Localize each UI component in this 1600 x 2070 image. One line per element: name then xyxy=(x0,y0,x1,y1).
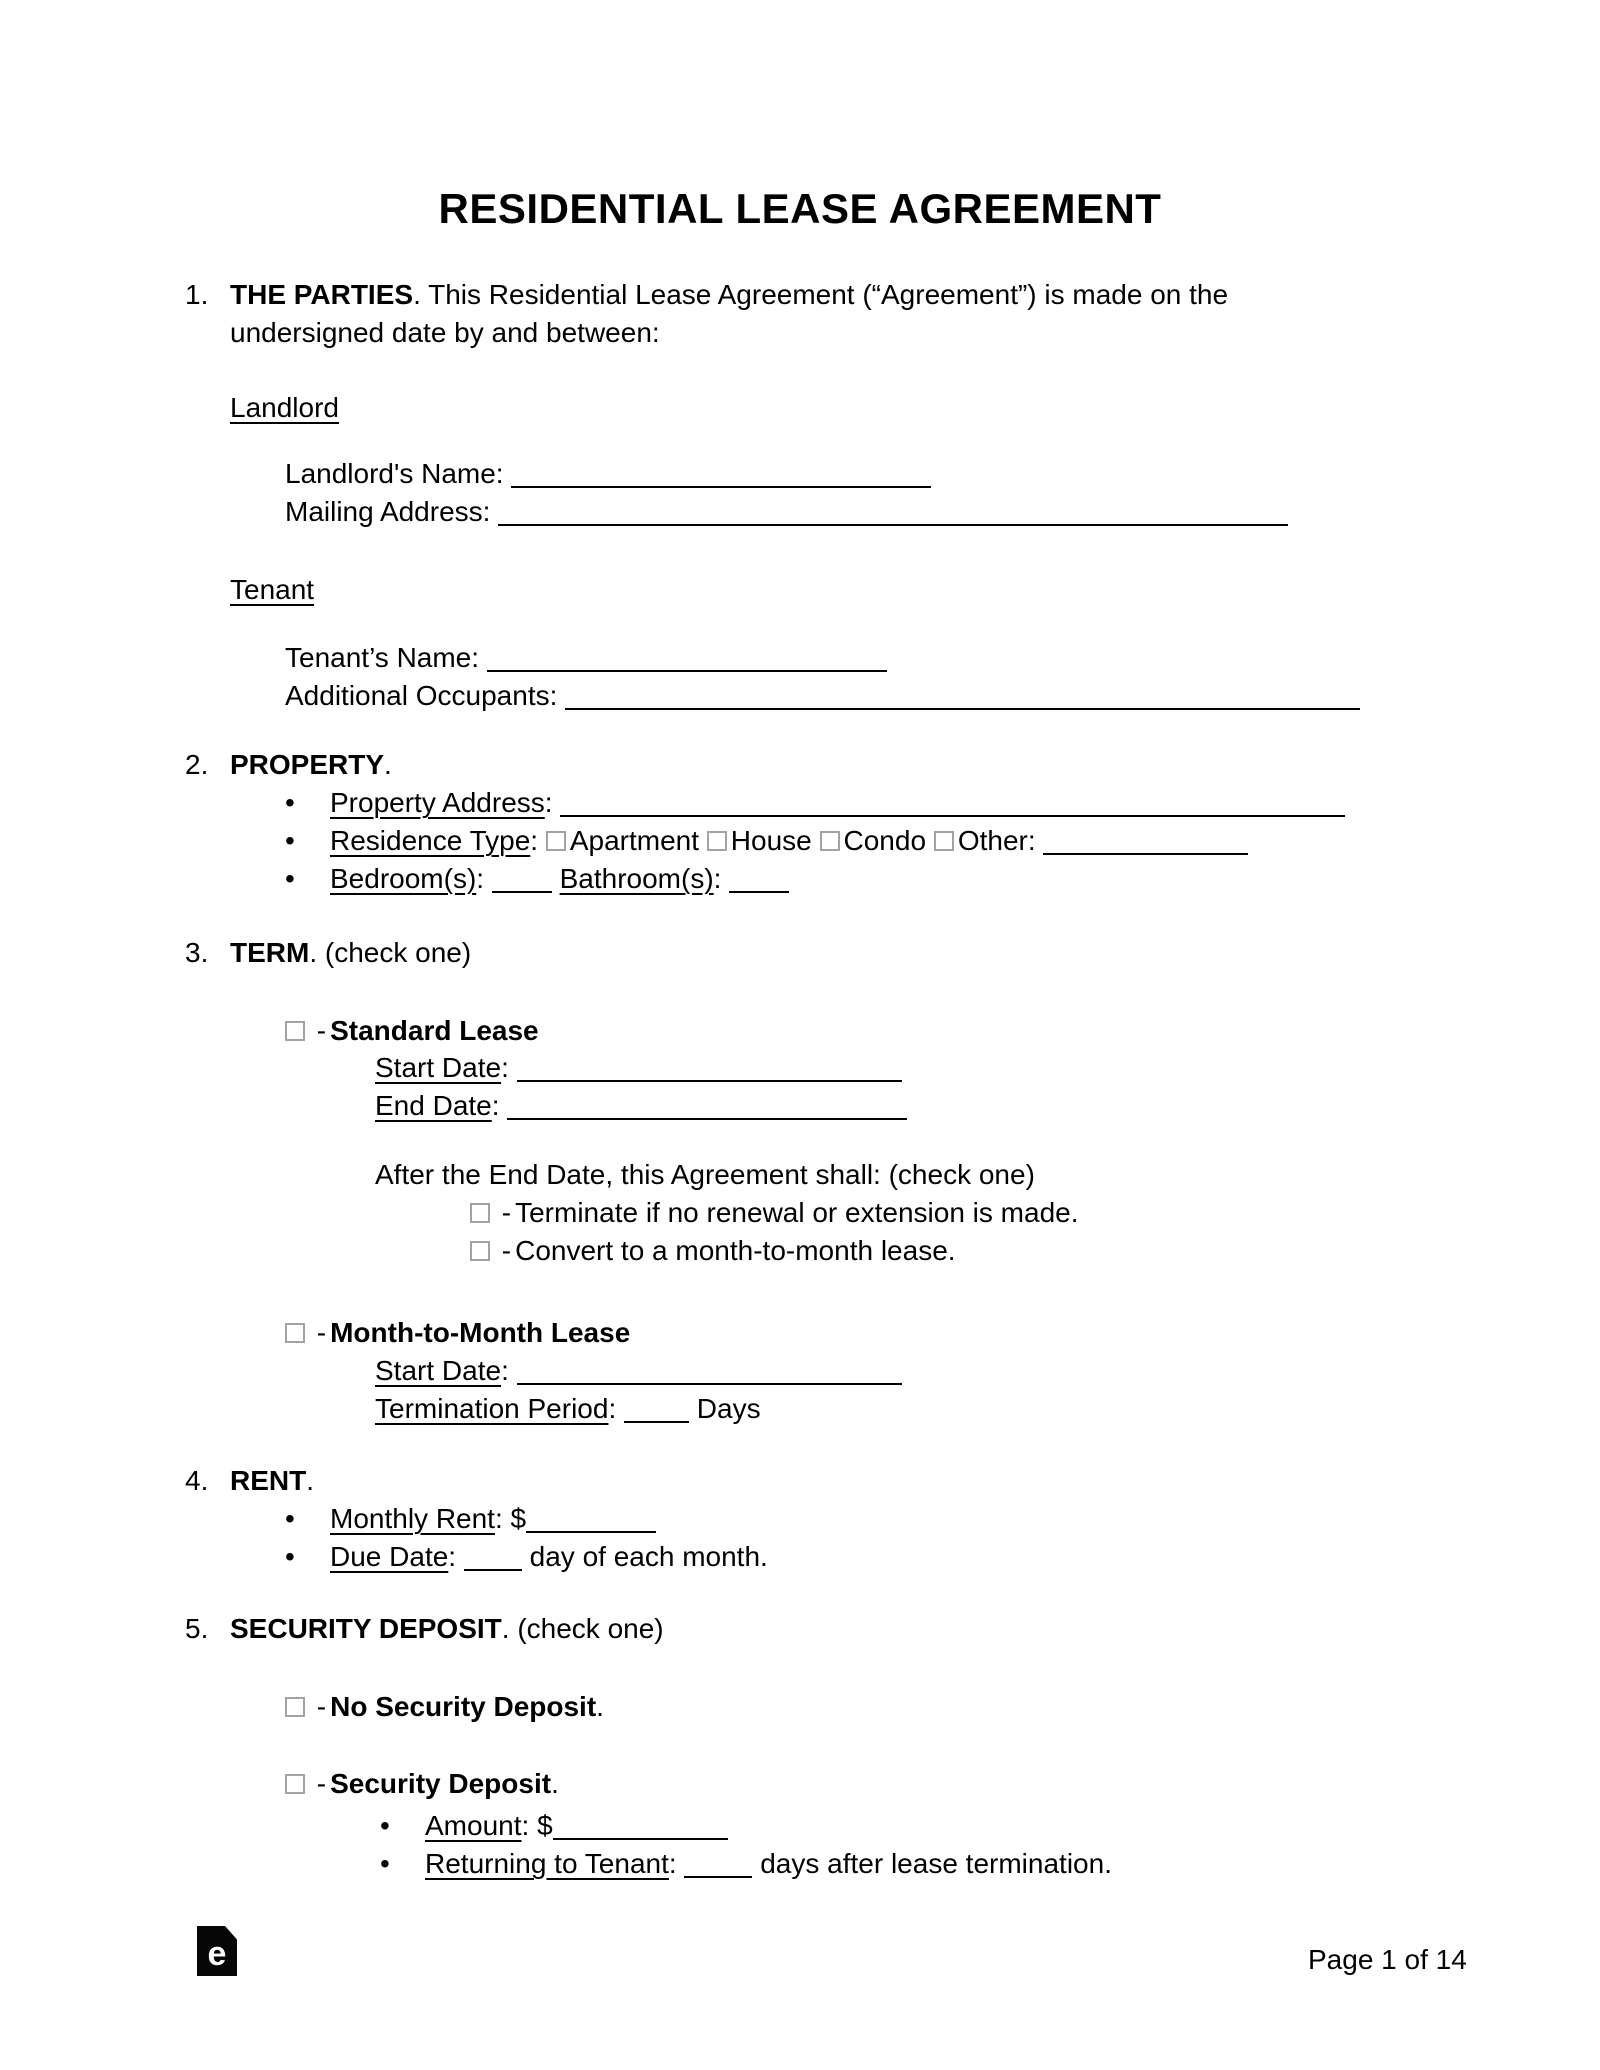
section-term xyxy=(185,934,471,972)
colon: : xyxy=(448,1541,457,1572)
residence-type-row xyxy=(285,822,1248,860)
dash: - xyxy=(501,1235,512,1266)
page-title: RESIDENTIAL LEASE AGREEMENT xyxy=(438,185,1162,232)
house-option-label: House xyxy=(730,825,812,856)
other-checkbox[interactable] xyxy=(934,831,954,851)
month-to-month-checkbox[interactable] xyxy=(285,1323,305,1343)
landlord-name-label: Landlord's Name: xyxy=(285,458,504,489)
eforms-logo-letter: e xyxy=(207,1935,227,1973)
apartment-option-label: Apartment xyxy=(569,825,700,856)
terminate-checkbox[interactable] xyxy=(470,1203,490,1223)
after-end-date-text: After the End Date, this Agreement shall: (check one) xyxy=(375,1159,1035,1190)
month-to-month-label: Month-to-Month Lease xyxy=(330,1317,631,1348)
returning-label: Returning to Tenant xyxy=(425,1848,669,1879)
section-number: 5. xyxy=(185,1613,209,1644)
bathroom-label: Bathroom(s) xyxy=(559,863,714,894)
tenant-name-row xyxy=(285,639,887,677)
security-deposit-checkbox[interactable] xyxy=(285,1774,305,1794)
standard-lease-row xyxy=(285,1012,539,1050)
returning-to-tenant-row xyxy=(380,1845,1112,1883)
tenant-heading-row xyxy=(230,571,314,609)
section-heading-security-deposit: SECURITY DEPOSIT xyxy=(230,1613,502,1644)
section-number: 4. xyxy=(185,1465,209,1496)
period: . xyxy=(384,749,392,780)
dollar-sign: $ xyxy=(537,1810,553,1841)
standard-lease-checkbox[interactable] xyxy=(285,1021,305,1041)
property-address-field[interactable] xyxy=(560,791,1345,817)
deposit-amount-field[interactable] xyxy=(553,1814,728,1840)
m2m-start-date-field[interactable] xyxy=(517,1359,902,1385)
convert-option-row xyxy=(470,1232,956,1270)
condo-checkbox[interactable] xyxy=(820,831,840,851)
period: . xyxy=(306,1465,315,1496)
standard-lease-label: Standard Lease xyxy=(330,1015,539,1046)
bathroom-count-field[interactable] xyxy=(729,867,789,893)
bullet-icon: • xyxy=(285,1503,295,1534)
section-number: 2. xyxy=(185,749,209,780)
termination-period-label: Termination Period xyxy=(375,1393,609,1424)
colon: : xyxy=(713,863,722,894)
dash: - xyxy=(316,1015,327,1046)
days-suffix: Days xyxy=(696,1393,761,1424)
returning-suffix: days after lease termination. xyxy=(760,1848,1112,1879)
security-deposit-row xyxy=(285,1765,559,1803)
colon: : xyxy=(491,1090,500,1121)
period: . xyxy=(551,1768,559,1799)
parties-body-text: . This Residential Lease Agreement (“Agreement”) is made on the undersigned date by and between: xyxy=(230,279,1229,348)
condo-option-label: Condo xyxy=(843,825,927,856)
section-parties xyxy=(185,276,1335,352)
standard-start-date-field[interactable] xyxy=(517,1056,902,1082)
due-date-field[interactable] xyxy=(464,1545,522,1571)
bullet-icon: • xyxy=(285,825,295,856)
other-option-label: Other: xyxy=(957,825,1036,856)
tenant-name-label: Tenant’s Name: xyxy=(285,642,480,673)
after-end-date-row xyxy=(375,1156,1035,1194)
due-date-label: Due Date xyxy=(330,1541,449,1572)
house-checkbox[interactable] xyxy=(707,831,727,851)
section-property xyxy=(185,746,392,784)
bedroom-bathroom-row xyxy=(285,860,789,898)
deposit-amount-row xyxy=(380,1807,728,1845)
bullet-icon: • xyxy=(285,1541,295,1572)
mailing-address-field[interactable] xyxy=(498,500,1288,526)
monthly-rent-row xyxy=(285,1500,656,1538)
security-deposit-label: Security Deposit xyxy=(330,1768,552,1799)
property-address-row xyxy=(285,784,1345,822)
m2m-start-date-row xyxy=(375,1352,902,1390)
mailing-address-row xyxy=(285,493,1288,531)
start-date-label: Start Date xyxy=(375,1355,502,1386)
additional-occupants-label: Additional Occupants: xyxy=(285,680,558,711)
start-date-label: Start Date xyxy=(375,1052,502,1083)
bullet-icon: • xyxy=(380,1810,390,1841)
section-heading-parties: THE PARTIES xyxy=(230,279,414,310)
landlord-name-row xyxy=(285,455,931,493)
terminate-option-label: Terminate if no renewal or extension is made. xyxy=(515,1197,1079,1228)
colon: : xyxy=(530,825,539,856)
section-heading-property: PROPERTY xyxy=(230,749,385,780)
colon: : xyxy=(668,1848,677,1879)
due-date-row xyxy=(285,1538,768,1576)
monthly-rent-label: Monthly Rent xyxy=(330,1503,495,1534)
tenant-name-field[interactable] xyxy=(487,646,887,672)
dash: - xyxy=(501,1197,512,1228)
additional-occupants-row xyxy=(285,677,1360,715)
colon: : xyxy=(608,1393,617,1424)
month-to-month-row xyxy=(285,1314,630,1352)
eforms-logo xyxy=(197,1926,237,1976)
page-number: Page 1 of 14 xyxy=(1308,1944,1467,1975)
colon: : xyxy=(521,1810,530,1841)
returning-days-field[interactable] xyxy=(684,1852,752,1878)
landlord-heading-row xyxy=(230,389,339,427)
amount-label: Amount xyxy=(425,1810,522,1841)
colon: : xyxy=(544,787,553,818)
residence-type-label: Residence Type xyxy=(330,825,531,856)
no-security-deposit-label: No Security Deposit xyxy=(330,1691,597,1722)
convert-option-label: Convert to a month-to-month lease. xyxy=(515,1235,956,1266)
colon: : xyxy=(494,1503,503,1534)
no-security-deposit-checkbox[interactable] xyxy=(285,1697,305,1717)
section-number: 3. xyxy=(185,937,209,968)
colon: : xyxy=(501,1052,509,1083)
period: . xyxy=(596,1691,604,1722)
end-date-label: End Date xyxy=(375,1090,492,1121)
termination-period-field[interactable] xyxy=(624,1397,689,1423)
no-security-deposit-row xyxy=(285,1688,604,1726)
standard-end-date-field[interactable] xyxy=(507,1094,907,1120)
terminate-option-row xyxy=(470,1194,1079,1232)
landlord-name-field[interactable] xyxy=(511,462,931,488)
section-rent xyxy=(185,1462,314,1500)
bullet-icon: • xyxy=(285,863,295,894)
bedroom-count-field[interactable] xyxy=(492,867,552,893)
standard-end-date-row xyxy=(375,1087,907,1125)
dash: - xyxy=(316,1768,327,1799)
bullet-icon: • xyxy=(285,787,295,818)
monthly-rent-field[interactable] xyxy=(526,1507,656,1533)
standard-start-date-row xyxy=(375,1049,902,1087)
bedroom-label: Bedroom(s) xyxy=(330,863,477,894)
landlord-heading: Landlord xyxy=(230,392,339,423)
additional-occupants-field[interactable] xyxy=(565,684,1360,710)
colon: : xyxy=(501,1355,509,1386)
due-date-suffix: day of each month. xyxy=(529,1541,768,1572)
convert-checkbox[interactable] xyxy=(470,1241,490,1261)
section-heading-rent: RENT xyxy=(230,1465,307,1496)
dash: - xyxy=(316,1691,327,1722)
bullet-icon: • xyxy=(380,1848,390,1879)
section-heading-term: TERM xyxy=(230,937,310,968)
other-residence-field[interactable] xyxy=(1043,829,1248,855)
colon: : xyxy=(476,863,485,894)
deposit-suffix: . (check one) xyxy=(501,1613,664,1644)
termination-period-row xyxy=(375,1390,761,1428)
apartment-checkbox[interactable] xyxy=(546,831,566,851)
tenant-heading: Tenant xyxy=(230,574,315,605)
property-address-label: Property Address xyxy=(330,787,545,818)
term-suffix: . (check one) xyxy=(309,937,472,968)
mailing-address-label: Mailing Address: xyxy=(285,496,491,527)
section-number: 1. xyxy=(185,279,209,310)
section-security-deposit xyxy=(185,1610,664,1648)
dash: - xyxy=(316,1317,327,1348)
dollar-sign: $ xyxy=(510,1503,527,1534)
